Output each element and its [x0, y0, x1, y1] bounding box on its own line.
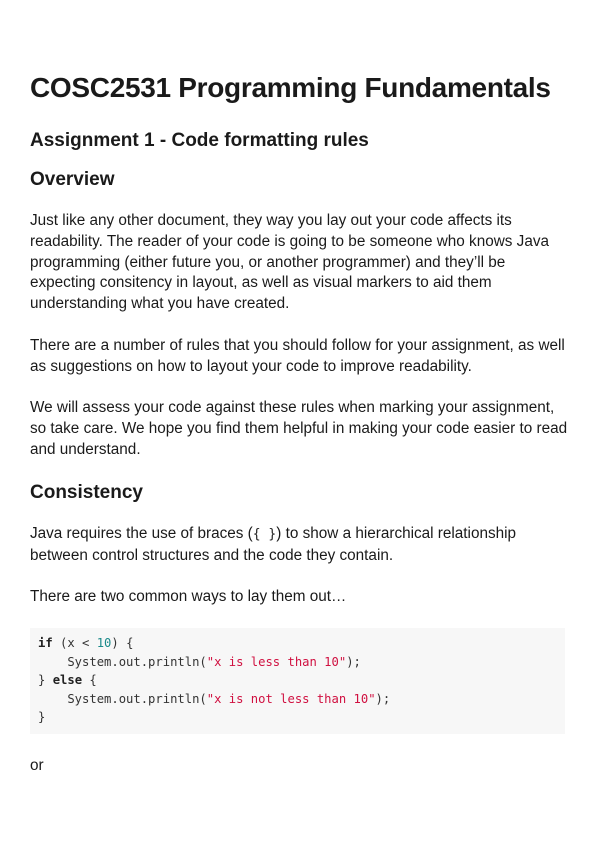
code-text: (x <: [52, 636, 97, 650]
after-code-text: or: [30, 757, 44, 774]
code-line-3: [38, 671, 557, 690]
code-text: ) {: [111, 636, 134, 650]
code-string: "x is not less than 10": [206, 691, 376, 706]
document-title: COSC2531 Programming Fundamentals: [30, 72, 551, 103]
code-text: );: [375, 691, 391, 706]
braces-text-before: Java requires the use of braces (: [30, 525, 253, 542]
code-line-5: }: [38, 710, 46, 725]
code-example-block: [30, 628, 565, 734]
consistency-paragraph-2: There are two common ways to lay them out…: [30, 588, 347, 605]
code-line-1: [38, 634, 557, 653]
code-text: {: [82, 673, 97, 688]
code-line-2: [38, 653, 557, 672]
code-text: );: [346, 654, 361, 669]
consistency-heading: Consistency: [30, 482, 143, 503]
overview-heading: Overview: [30, 169, 115, 190]
overview-paragraph-3: We will assess your code against these rules when marking your assignment, so take care. We hope you find them helpful in making your code easier to read and understand.: [30, 399, 568, 458]
code-keyword-if: if: [38, 636, 53, 650]
overview-paragraph-2: There are a number of rules that you should follow for your assignment, as well as suggestions on how to layout your code to improve readability.: [30, 337, 565, 375]
code-text: }: [38, 673, 53, 688]
code-text: System.out.println(: [38, 654, 207, 669]
overview-paragraph-1: Just like any other document, they way you lay out your code affects its readability. The reader of your code is going to be someone who knows Java programming (either future you, or another programmer) and they’ll be expecting consitency in layout, as well as visual markers to aid them understanding what you have created.: [30, 212, 549, 313]
code-string: "x is less than 10": [206, 654, 347, 669]
code-text: System.out.println(: [38, 691, 207, 706]
code-keyword-else: else: [52, 673, 83, 688]
code-line-4: [38, 690, 557, 709]
braces-inline-code: { }: [252, 527, 277, 542]
braces-text-after: ) to show a hierarchical relationship between control structures and the code they contain.: [30, 525, 517, 564]
code-number: 10: [96, 636, 112, 650]
consistency-paragraph-1: [30, 524, 570, 567]
document-subtitle: Assignment 1 - Code formatting rules: [30, 130, 369, 151]
